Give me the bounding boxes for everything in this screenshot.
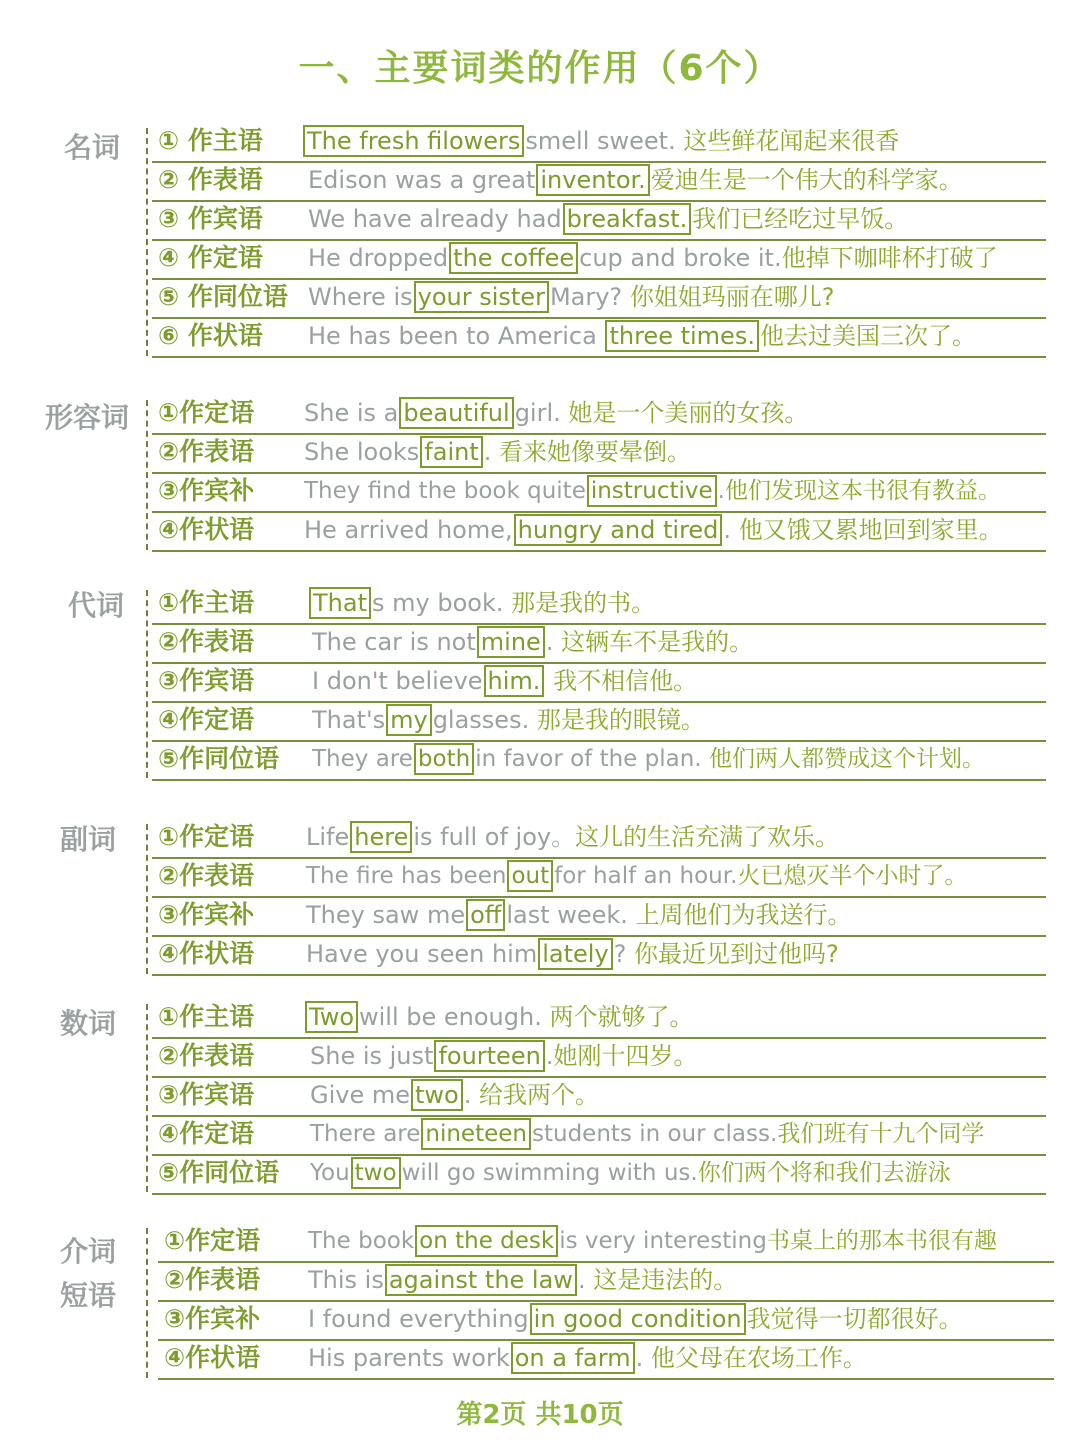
- highlighted-word: your sister: [414, 281, 549, 313]
- translation: 他们两人都赞成这个计划。: [708, 746, 985, 772]
- example-row: [152, 239, 1046, 280]
- sentence-pre: She looks: [304, 438, 420, 466]
- role-label: ②作表语: [158, 437, 255, 466]
- sentence-pre: She is a: [304, 399, 399, 427]
- example-row: [152, 394, 1046, 435]
- example-row: [152, 662, 1046, 703]
- highlighted-word: against the law: [385, 1264, 577, 1296]
- highlighted-word: mine: [477, 626, 545, 658]
- translation: 这儿的生活充满了欢乐。: [575, 823, 840, 851]
- translation: 那是我的书。: [511, 589, 656, 617]
- highlighted-word: hungry and tired: [514, 514, 723, 546]
- example-row: [158, 1222, 1054, 1263]
- highlighted-word: beautiful: [399, 397, 513, 429]
- highlighted-word: in good condition: [530, 1303, 746, 1335]
- example-sentence: [308, 1302, 963, 1336]
- translation: 给我两个。: [479, 1081, 600, 1109]
- example-row: [152, 998, 1046, 1039]
- highlighted-word: The fresh filowers: [303, 125, 524, 157]
- translation: 他们发现这本书很有教益。: [724, 478, 1001, 504]
- page-number: 第2页 共10页: [456, 1400, 624, 1430]
- highlighted-word: out: [507, 860, 553, 892]
- example-sentence: [310, 1039, 697, 1073]
- sentence-pre: The car is not: [312, 628, 476, 656]
- sentence-pre: We have already had: [308, 205, 562, 233]
- sentence-post: students in our class.: [531, 1121, 778, 1147]
- role-label: ⑤作同位语: [158, 1158, 280, 1187]
- example-sentence: [306, 820, 839, 854]
- highlighted-word: two: [351, 1157, 401, 1189]
- example-row: [152, 1115, 1046, 1156]
- role-label: ③作宾语: [158, 666, 255, 695]
- highlighted-word: my: [386, 704, 432, 736]
- example-row: [152, 935, 1046, 976]
- translation: 你姐姐玛丽在哪儿?: [629, 283, 835, 311]
- highlighted-word: on the desk: [415, 1225, 558, 1257]
- category-label: 代词: [67, 589, 124, 622]
- translation: 这是违法的。: [593, 1266, 738, 1294]
- sentence-pre: They are: [312, 746, 413, 772]
- example-sentence: [308, 280, 835, 314]
- role-label: ②作表语: [158, 627, 255, 656]
- sentence-post: .: [545, 628, 554, 656]
- page-title: 一、主要词类的作用（6个）: [298, 48, 782, 89]
- example-row: [152, 317, 1046, 358]
- role-label: ⑤作同位语: [158, 744, 280, 773]
- translation: 他去过美国三次了。: [759, 322, 976, 350]
- sentence-post: last week.: [506, 901, 628, 929]
- example-row: [152, 818, 1046, 859]
- highlighted-word: him.: [484, 665, 545, 697]
- example-sentence: [312, 625, 753, 659]
- role-label: ④ 作定语: [158, 243, 263, 272]
- section-divider: [146, 128, 148, 356]
- role-label: ③作宾补: [158, 900, 255, 929]
- example-row: [152, 122, 1046, 163]
- translation: 我觉得一切都很好。: [746, 1305, 963, 1333]
- sentence-post: .: [577, 1266, 586, 1294]
- sentence-pre: Have you seen him: [306, 940, 538, 968]
- sentence-post: .: [717, 478, 725, 504]
- highlighted-word: faint: [420, 436, 482, 468]
- example-sentence: [306, 898, 852, 932]
- role-label: ④作定语: [158, 705, 255, 734]
- sentence-post: .: [545, 1042, 554, 1070]
- category-label-line: 短语: [59, 1279, 116, 1312]
- highlighted-word: That: [309, 587, 371, 619]
- example-row: [152, 433, 1046, 474]
- example-sentence: [310, 1078, 599, 1112]
- example-row: [152, 161, 1046, 202]
- example-sentence: [310, 1156, 951, 1190]
- example-row: [152, 857, 1046, 898]
- category-label: 副词: [59, 823, 116, 856]
- example-sentence: [312, 703, 705, 737]
- category-label: [38, 1230, 138, 1318]
- sentence-pre: That's: [312, 706, 386, 734]
- translation: 看来她像要晕倒。: [499, 438, 692, 466]
- translation: 他父母在农场工作。: [650, 1344, 867, 1372]
- sentence-post: .: [483, 438, 492, 466]
- example-row: [152, 740, 1046, 781]
- highlighted-word: three times.: [605, 320, 758, 352]
- translation: 她是一个美丽的女孩。: [568, 399, 809, 427]
- example-sentence: [312, 742, 985, 776]
- role-label: ④作状语: [164, 1343, 261, 1372]
- sentence-post: will be enough.: [359, 1003, 542, 1031]
- sentence-post: in favor of the plan.: [475, 746, 702, 772]
- translation: 这辆车不是我的。: [561, 628, 754, 656]
- sentence-post: girl.: [514, 399, 561, 427]
- example-sentence: [308, 1263, 737, 1297]
- translation: 我们班有十九个同学: [777, 1121, 985, 1147]
- role-label: ①作定语: [164, 1226, 261, 1255]
- category-label: 形容词: [44, 401, 129, 434]
- example-row: [152, 278, 1046, 319]
- sentence-pre: Give me: [310, 1081, 411, 1109]
- sentence-pre: There are: [310, 1121, 421, 1147]
- role-label: ④作状语: [158, 515, 255, 544]
- role-label: ③ 作宾语: [158, 204, 263, 233]
- sentence-post: .: [635, 1344, 644, 1372]
- sentence-post: .: [463, 1081, 472, 1109]
- sentence-post: ?: [613, 940, 627, 968]
- sentence-pre: I don't believe: [312, 667, 483, 695]
- sentence-pre: Life: [306, 823, 350, 851]
- example-sentence: [308, 241, 998, 275]
- section-divider: [146, 1004, 148, 1192]
- translation: 书桌上的那本书很有趣: [766, 1228, 997, 1254]
- example-sentence: [308, 202, 908, 236]
- sentence-pre: They find the book quite: [304, 478, 586, 504]
- translation: 上周他们为我送行。: [635, 901, 852, 929]
- category-label: 名词: [63, 131, 120, 164]
- sentence-pre: He arrived home,: [304, 516, 513, 544]
- sentence-post: s my book.: [372, 589, 504, 617]
- sentence-pre: The book: [308, 1228, 415, 1254]
- sentence-pre: He dropped: [308, 244, 449, 272]
- sentence-post: for half an hour.: [554, 863, 738, 889]
- sentence-post: will go swimming with us.: [401, 1160, 698, 1186]
- category-label: 数词: [59, 1007, 116, 1040]
- example-row: [158, 1261, 1054, 1302]
- role-label: ⑤ 作同位语: [158, 282, 288, 311]
- example-row: [152, 1037, 1046, 1078]
- highlighted-word: on a farm: [511, 1342, 635, 1374]
- example-row: [152, 584, 1046, 625]
- role-label: ①作主语: [158, 1002, 255, 1031]
- sentence-pre: You: [310, 1160, 350, 1186]
- highlighted-word: lately: [538, 938, 612, 970]
- example-sentence: [308, 1341, 867, 1375]
- example-sentence: [304, 435, 691, 469]
- example-row: [152, 896, 1046, 937]
- example-sentence: [304, 1000, 693, 1034]
- highlighted-word: both: [414, 743, 474, 775]
- sentence-post: Mary?: [549, 283, 623, 311]
- example-sentence: [302, 124, 899, 158]
- example-sentence: [308, 163, 963, 197]
- category-label-line: 介词: [59, 1235, 116, 1268]
- sentence-post: smell sweet.: [525, 127, 676, 155]
- example-sentence: [308, 1224, 997, 1258]
- example-sentence: [310, 1117, 984, 1151]
- translation: 爱迪生是一个伟大的科学家。: [650, 166, 963, 194]
- example-row: [152, 1154, 1046, 1195]
- example-row: [152, 200, 1046, 241]
- highlighted-word: the coffee: [449, 242, 578, 274]
- sentence-pre: She is just: [310, 1042, 434, 1070]
- role-label: ③作宾语: [158, 1080, 255, 1109]
- example-sentence: [306, 859, 967, 893]
- example-row: [158, 1339, 1054, 1380]
- sentence-pre: His parents work: [308, 1344, 510, 1372]
- role-label: ①作定语: [158, 822, 255, 851]
- highlighted-word: nineteen: [421, 1118, 531, 1150]
- role-label: ①作定语: [158, 398, 255, 427]
- role-label: ④作定语: [158, 1119, 255, 1148]
- example-row: [152, 623, 1046, 664]
- translation: 你最近见到过他吗?: [634, 940, 839, 968]
- role-label: ①作主语: [158, 588, 255, 617]
- section-divider: [146, 590, 148, 778]
- highlighted-word: inventor.: [536, 164, 649, 196]
- highlighted-word: fourteen: [434, 1040, 544, 1072]
- example-row: [152, 472, 1046, 513]
- highlighted-word: Two: [305, 1001, 358, 1033]
- sentence-post: is full of joy。: [413, 823, 576, 851]
- sentence-pre: They saw me: [306, 901, 466, 929]
- sentence-post: cup and broke it.: [579, 244, 782, 272]
- sentence-pre: The fire has been: [306, 863, 507, 889]
- translation: 他又饿又累地回到家里。: [738, 516, 1003, 544]
- example-sentence: [304, 474, 1001, 508]
- section-divider: [146, 1228, 148, 1378]
- translation: 她刚十四岁。: [553, 1042, 698, 1070]
- translation: 两个就够了。: [549, 1003, 694, 1031]
- translation: 他掉下咖啡杯打破了: [781, 244, 998, 272]
- translation: 那是我的眼镜。: [536, 706, 705, 734]
- translation: 你们两个将和我们去游泳: [697, 1160, 951, 1186]
- sentence-post: .: [723, 516, 732, 544]
- translation: 我们已经吃过早饭。: [692, 205, 909, 233]
- translation: 我不相信他。: [553, 667, 698, 695]
- role-label: ②作表语: [158, 1041, 255, 1070]
- role-label: ③作宾补: [164, 1304, 261, 1333]
- role-label: ③作宾补: [158, 476, 255, 505]
- sentence-pre: This is: [308, 1266, 384, 1294]
- sentence-pre: He has been to America: [308, 322, 597, 350]
- example-row: [152, 1076, 1046, 1117]
- example-sentence: [304, 513, 1003, 547]
- example-sentence: [312, 664, 697, 698]
- role-label: ②作表语: [158, 861, 255, 890]
- role-label: ②作表语: [164, 1265, 261, 1294]
- highlighted-word: instructive: [587, 475, 717, 507]
- role-label: ⑥ 作状语: [158, 321, 263, 350]
- example-sentence: [308, 319, 976, 353]
- sentence-pre: I found everything: [308, 1305, 529, 1333]
- example-row: [158, 1300, 1054, 1341]
- example-row: [152, 511, 1046, 552]
- example-row: [152, 701, 1046, 742]
- example-sentence: [306, 937, 839, 971]
- example-sentence: [308, 586, 655, 620]
- example-sentence: [304, 396, 808, 430]
- highlighted-word: off: [466, 899, 505, 931]
- sentence-pre: Where is: [308, 283, 413, 311]
- translation: 火已熄灭半个小时了。: [737, 863, 968, 889]
- translation: 这些鲜花闻起来很香: [683, 127, 900, 155]
- section-divider: [146, 400, 148, 550]
- highlighted-word: here: [350, 821, 412, 853]
- highlighted-word: breakfast.: [563, 203, 692, 235]
- role-label: ① 作主语: [158, 126, 263, 155]
- section-divider: [146, 824, 148, 974]
- sentence-pre: Edison was a great: [308, 166, 536, 194]
- sentence-post: glasses.: [432, 706, 530, 734]
- role-label: ④作状语: [158, 939, 255, 968]
- sentence-post: is very interesting: [559, 1228, 767, 1254]
- role-label: ② 作表语: [158, 165, 263, 194]
- highlighted-word: two: [411, 1079, 463, 1111]
